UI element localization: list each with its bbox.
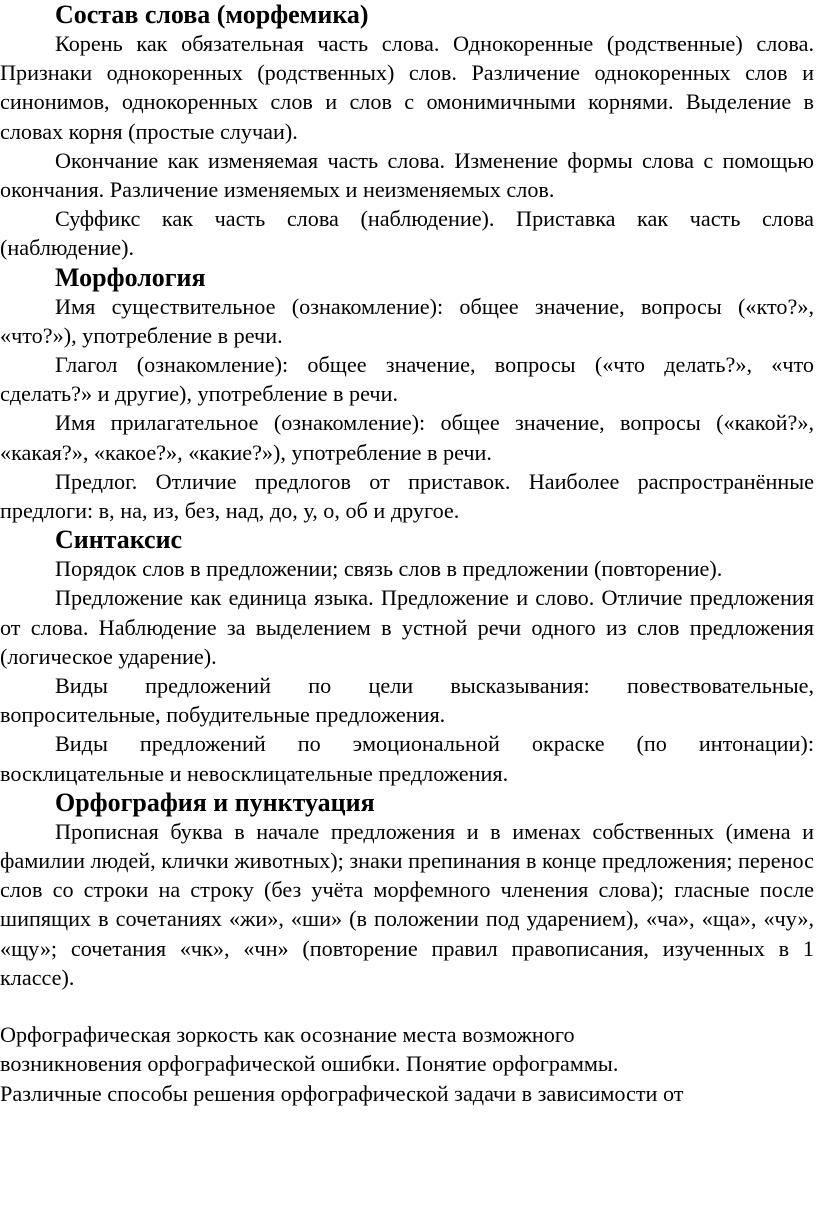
tail-line: Различные способы решения орфографической задачи в зависимости от bbox=[0, 1080, 684, 1106]
paragraph: Глагол (ознакомление): общее значение, вопросы («что делать?», «что сделать?» и другие), употребление в речи. bbox=[0, 352, 814, 407]
paragraph: Предлог. Отличие предлогов от приставок. Наиболее распространённые предлоги: в, на, из, без, над, до, у, о, об и другое. bbox=[0, 468, 814, 524]
section-heading-orthography: Орфография и пунктуация bbox=[55, 787, 375, 817]
paragraph: Имя существительное (ознакомление): общее значение, вопросы («кто?», «что?»), употребление в речи. bbox=[0, 293, 814, 348]
paragraph: Порядок слов в предложении; связь слов в предложении (повторение). bbox=[55, 556, 723, 582]
paragraph: Предложение как единица языка. Предложение и слово. Отличие предложения от слова. Наблюдение за выделением в устной речи одного из слов предложения (логическое ударение). bbox=[0, 585, 814, 669]
tail-line: возникновения орфографической ошибки. Понятие орфограммы. bbox=[0, 1051, 619, 1077]
paragraph: Виды предложений по эмоциональной окраске (по интонации): восклицательные и невосклицательные предложения. bbox=[0, 731, 814, 786]
paragraph: Окончание как изменяемая часть слова. Изменение формы слова с помощью окончания. Различение изменяемых и неизменяемых слов. bbox=[0, 147, 814, 203]
paragraph: Прописная буква в начале предложения и в именах собственных (имена и фамилии людей, клички животных); знаки препинания в конце предложения; перенос слов со строки на строку (без учёта морфемного членения слова); гласные после шипящих в сочетаниях «жи», «ши» (в положении под ударением), «ча», «ща», «чу», «щу»; сочетания «чк», «чн» (повторение правил правописания, изученных в 1 классе). bbox=[0, 818, 814, 990]
section-heading-morphology: Морфология bbox=[55, 262, 206, 292]
section-heading-syntax: Синтаксис bbox=[55, 525, 183, 555]
tail-line: Орфографическая зоркость как осознание места возможного bbox=[0, 1022, 575, 1048]
spacer bbox=[0, 992, 816, 1020]
section-heading-morphemics: Состав слова (морфемика) bbox=[55, 0, 369, 29]
paragraph: Виды предложений по цели высказывания: повествовательные, вопросительные, побудительные предложения. bbox=[0, 673, 814, 728]
paragraph: Корень как обязательная часть слова. Однокоренные (родственные) слова. Признаки однокоренных (родственных) слов. Различение однокоренных слов и синонимов, однокоренных слов и слов с омонимичными корнями. Выделение в словах корня (простые случаи). bbox=[0, 31, 814, 144]
paragraph: Имя прилагательное (ознакомление): общее значение, вопросы («какой?», «какая?», «какое?», «какие?»), употребление в речи. bbox=[0, 410, 814, 465]
paragraph: Суффикс как часть слова (наблюдение). Приставка как часть слова (наблюдение). bbox=[0, 206, 814, 261]
